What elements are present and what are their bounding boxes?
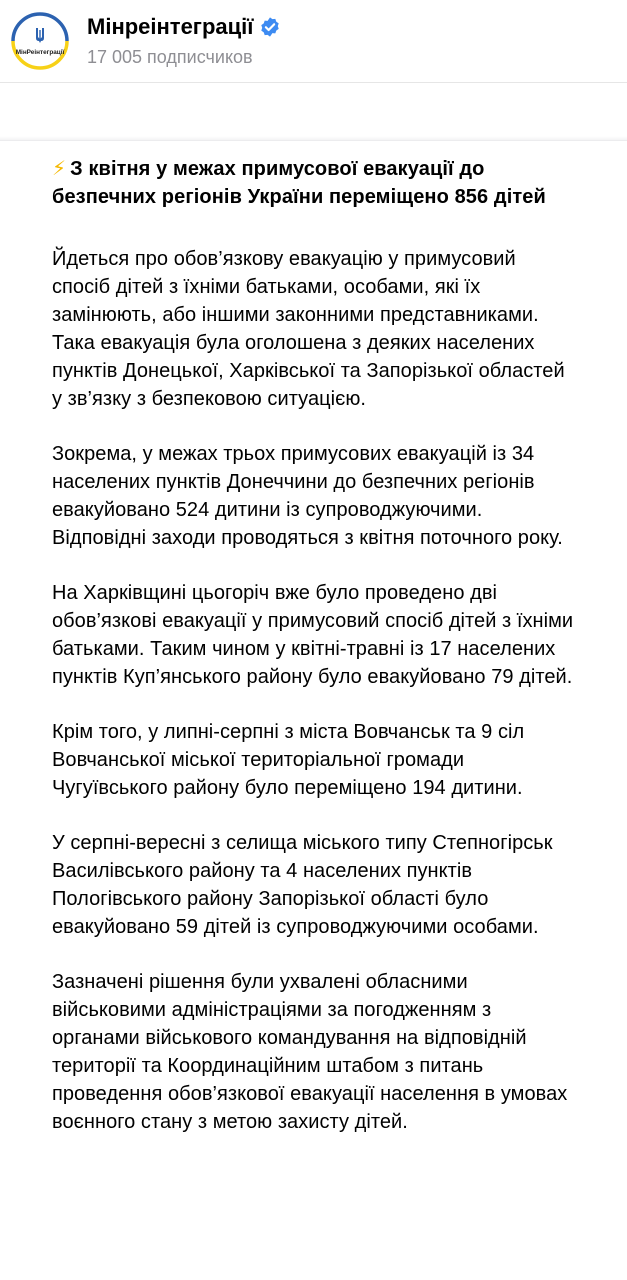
post-title [52,155,577,211]
post-paragraph-6: Зазначені рішення були ухвалені обласними військовими адміністраціями за погодженням з органами військового командування на відповідній території та Координаційним штабом з питань проведення обов’язкової евакуації населення в умовах воєнного стану з метою захисту дітей. [52,971,568,1133]
channel-header[interactable] [0,0,627,83]
pinned-divider [0,136,627,141]
post-paragraph-4: Крім того, у липні-серпні з міста Вовчанськ та 9 сіл Вовчанської міської територіальної громади Чугуївського району було переміщено 194 дитини. [52,721,525,799]
post-paragraph-1: Йдеться про обов’язкову евакуацію у примусовий спосіб дітей з їхніми батьками, особами, які їх замінюють, або іншими законними представниками. Така евакуація була оголошена з деяких населених пунктів Донецької, Харківської та Запорізької областей у зв’язку з безпековою ситуацією. [52,248,565,410]
pinned-bar[interactable] [0,83,627,141]
svg-text:МінРеінтеграції: МінРеінтеграції [15,49,65,56]
lightning-icon: ⚡ [52,158,67,180]
channel-avatar[interactable] [10,11,70,71]
post-message [0,141,627,1136]
post-paragraph-3: На Харківщині цьогоріч вже було проведено дві обов’язкові евакуації у примусовий спосіб дітей з їхніми батьками. Таким чином у квітні-травні із 17 населених пунктів Куп’янського району було евакуйовано 79 дітей. [52,582,574,688]
post-paragraph-5: У серпні-вересні з селища міського типу Степногірськ Василівського району та 4 населених пунктів Пологівського району Запорізької області було евакуйовано 59 дітей із супроводжуючими особами. [52,832,553,938]
post-title-text: З квітня у межах примусової евакуації до безпечних регіонів України переміщено 856 дітей [52,158,546,208]
subscriber-count: 17 005 подписчиков [87,47,253,67]
ministry-logo-icon [10,11,70,71]
channel-title[interactable] [87,14,281,40]
channel-name: Мінреінтеграції [87,14,254,39]
post-paragraph-2: Зокрема, у межах трьох примусових евакуацій із 34 населених пунктів Донеччини до безпечних регіонів евакуйовано 524 дитини із супроводжуючими. Відповідні заходи проводяться з квітня поточного року. [52,443,563,549]
verified-badge-icon [259,16,281,38]
